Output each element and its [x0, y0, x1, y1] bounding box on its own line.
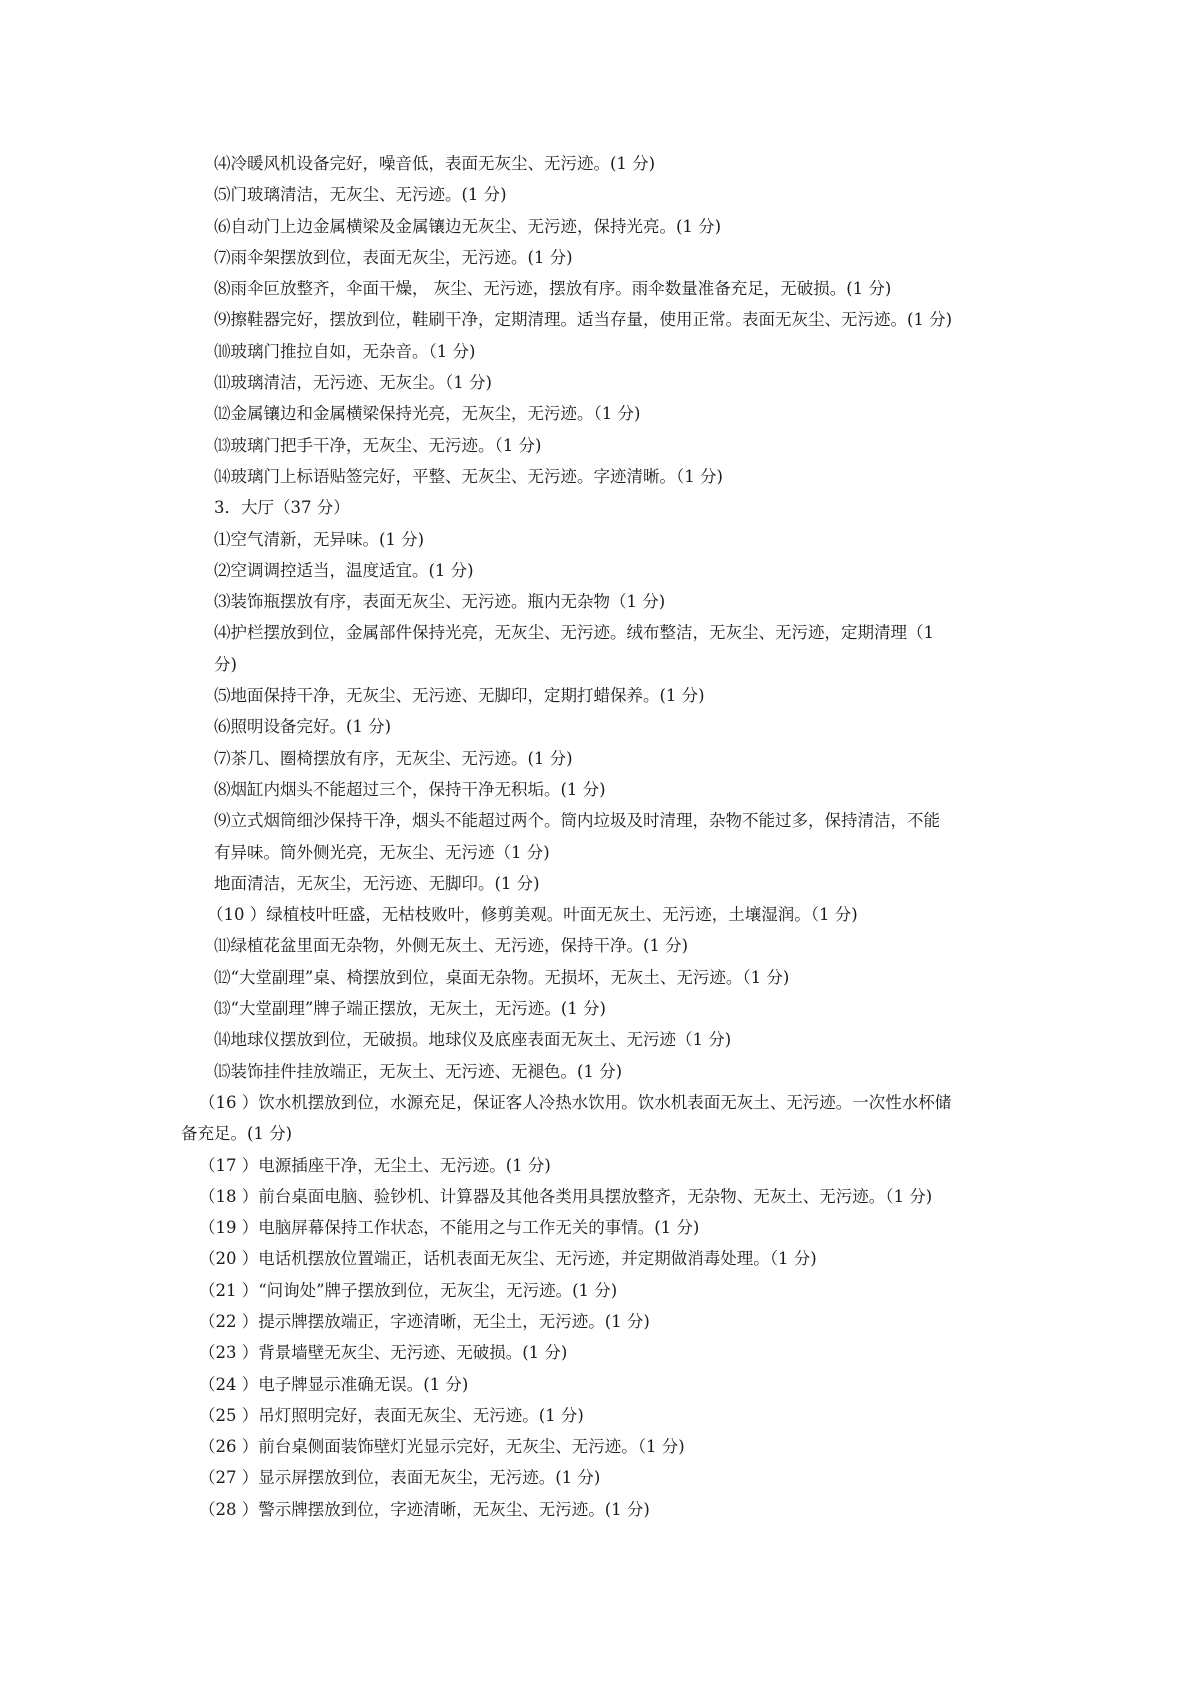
- text-line: ⑵空调调控适当，温度适宜。(1 分): [214, 560, 474, 580]
- text-line: ⒁地球仪摆放到位，无破损。地球仪及底座表面无灰土、无污迹（1 分): [214, 1030, 732, 1050]
- text-line: （23 ）背景墙壁无灰尘、无污迹、无破损。(1 分): [199, 1343, 568, 1363]
- text-line: ⒀玻璃门把手干净，无灰尘、无污迹。（1 分): [214, 435, 542, 455]
- text-line: ⑿金属镶边和金属横梁保持光亮，无灰尘，无污迹。（1 分): [214, 404, 641, 424]
- text-line: ⑼立式烟筒细沙保持干净，烟头不能超过两个。筒内垃圾及时清理，杂物不能过多，保持清洁，不能: [214, 811, 940, 831]
- text-line: （10 ）绿植枝叶旺盛，无枯枝败叶，修剪美观。叶面无灰土、无污迹，土壤湿润。（1 分): [207, 905, 858, 925]
- text-line-continuation: 分): [214, 654, 237, 674]
- text-line: ⑷护栏摆放到位，金属部件保持光亮，无灰尘、无污迹。绒布整洁，无灰尘、无污迹，定期清理（1: [214, 623, 934, 643]
- text-line: （21 ）“问询处”牌子摆放到位，无灰尘，无污迹。(1 分): [199, 1280, 618, 1300]
- text-line: ⑶装饰瓶摆放有序，表面无灰尘、无污迹。瓶内无杂物（1 分): [214, 592, 666, 612]
- text-line: ⑷冷暖风机设备完好，噪音低，表面无灰尘、无污迹。(1 分): [214, 154, 656, 173]
- text-line: （26 ）前台桌侧面装饰壁灯光显示完好，无灰尘、无污迹。（1 分): [199, 1437, 685, 1457]
- text-line: ⑸地面保持干净，无灰尘、无污迹、无脚印，定期打蜡保养。(1 分): [214, 686, 705, 706]
- text-line: （16 ）饮水机摆放到位，水源充足，保证客人冷热水饮用。饮水机表面无灰土、无污迹。一次性水杯储: [199, 1092, 952, 1112]
- text-line: ⑻烟缸内烟头不能超过三个，保持干净无积垢。(1 分): [214, 779, 606, 799]
- text-line: ⑴空气清新，无异味。(1 分): [214, 529, 425, 549]
- text-line: ⑹自动门上边金属横梁及金属镶边无灰尘、无污迹，保持光亮。(1 分): [214, 216, 722, 236]
- text-line: ⑹照明设备完好。(1 分): [214, 717, 392, 737]
- text-line: ⑼擦鞋器完好，摆放到位，鞋刷干净，定期清理。适当存量，使用正常。表面无灰尘、无污迹。(1 分): [214, 310, 953, 330]
- text-line: （27 ）显示屏摆放到位，表面无灰尘，无污迹。(1 分): [199, 1468, 601, 1488]
- text-line: （18 ）前台桌面电脑、验钞机、计算器及其他各类用具摆放整齐，无杂物、无灰土、无污迹。（1 分): [199, 1186, 933, 1206]
- text-line-continuation: 有异味。筒外侧光亮，无灰尘、无污迹（1 分): [214, 842, 550, 862]
- text-line: （17 ）电源插座干净，无尘土、无污迹。(1 分): [199, 1155, 551, 1175]
- text-line: （24 ）电子牌显示准确无误。(1 分): [199, 1374, 469, 1394]
- text-line: ⑺雨伞架摆放到位，表面无灰尘，无污迹。(1 分): [214, 247, 573, 267]
- text-line: ⑻雨伞叵放整齐，伞面干燥， 灰尘、无污迹，摆放有序。雨伞数量准备充足，无破损。(1 分): [214, 279, 892, 299]
- text-line: ⒂装饰挂件挂放端正，无灰土、无污迹、无褪色。(1 分): [214, 1061, 623, 1081]
- text-line: （28 ）警示牌摆放到位，字迹清晰，无灰尘、无污迹。(1 分): [199, 1499, 650, 1519]
- text-line: ⑽玻璃门推拉自如，无杂音。（1 分): [214, 341, 476, 361]
- text-line: ⑺茶几、圈椅摆放有序，无灰尘、无污迹。(1 分): [214, 748, 573, 768]
- text-line: ⑿“大堂副理”桌、椅摆放到位，桌面无杂物。无损坏，无灰土、无污迹。（1 分): [214, 967, 790, 987]
- text-line: ⑾绿植花盆里面无杂物，外侧无灰土、无污迹，保持干净。(1 分): [214, 936, 689, 956]
- text-line: ⑸门玻璃清洁，无灰尘、无污迹。(1 分): [214, 185, 507, 205]
- text-line: ⑾玻璃清洁，无污迹、无灰尘。（1 分): [214, 373, 492, 393]
- text-line: ⒀“大堂副理”牌子端正摆放，无灰土，无污迹。(1 分): [214, 999, 606, 1019]
- text-line-continuation: 备充足。(1 分): [181, 1124, 293, 1144]
- text-line: （22 ）提示牌摆放端正，字迹清晰，无尘土，无污迹。(1 分): [199, 1311, 650, 1331]
- text-line: （19 ）电脑屏幕保持工作状态，不能用之与工作无关的事情。(1 分): [199, 1218, 700, 1238]
- text-line: （25 ）吊灯照明完好，表面无灰尘、无污迹。(1 分): [199, 1405, 584, 1425]
- document-body: [0, 148, 1191, 1525]
- text-line: 地面清洁，无灰尘，无污迹、无脚印。(1 分): [214, 873, 540, 893]
- text-line: （20 ）电话机摆放位置端正，话机表面无灰尘、无污迹，并定期做消毒处理。（1 分): [199, 1249, 817, 1269]
- text-line: ⒁玻璃门上标语贴签完好，平整、无灰尘、无污迹。字迹清晰。（1 分): [214, 466, 723, 486]
- section-heading: 3．大厅（37 分）: [214, 498, 350, 518]
